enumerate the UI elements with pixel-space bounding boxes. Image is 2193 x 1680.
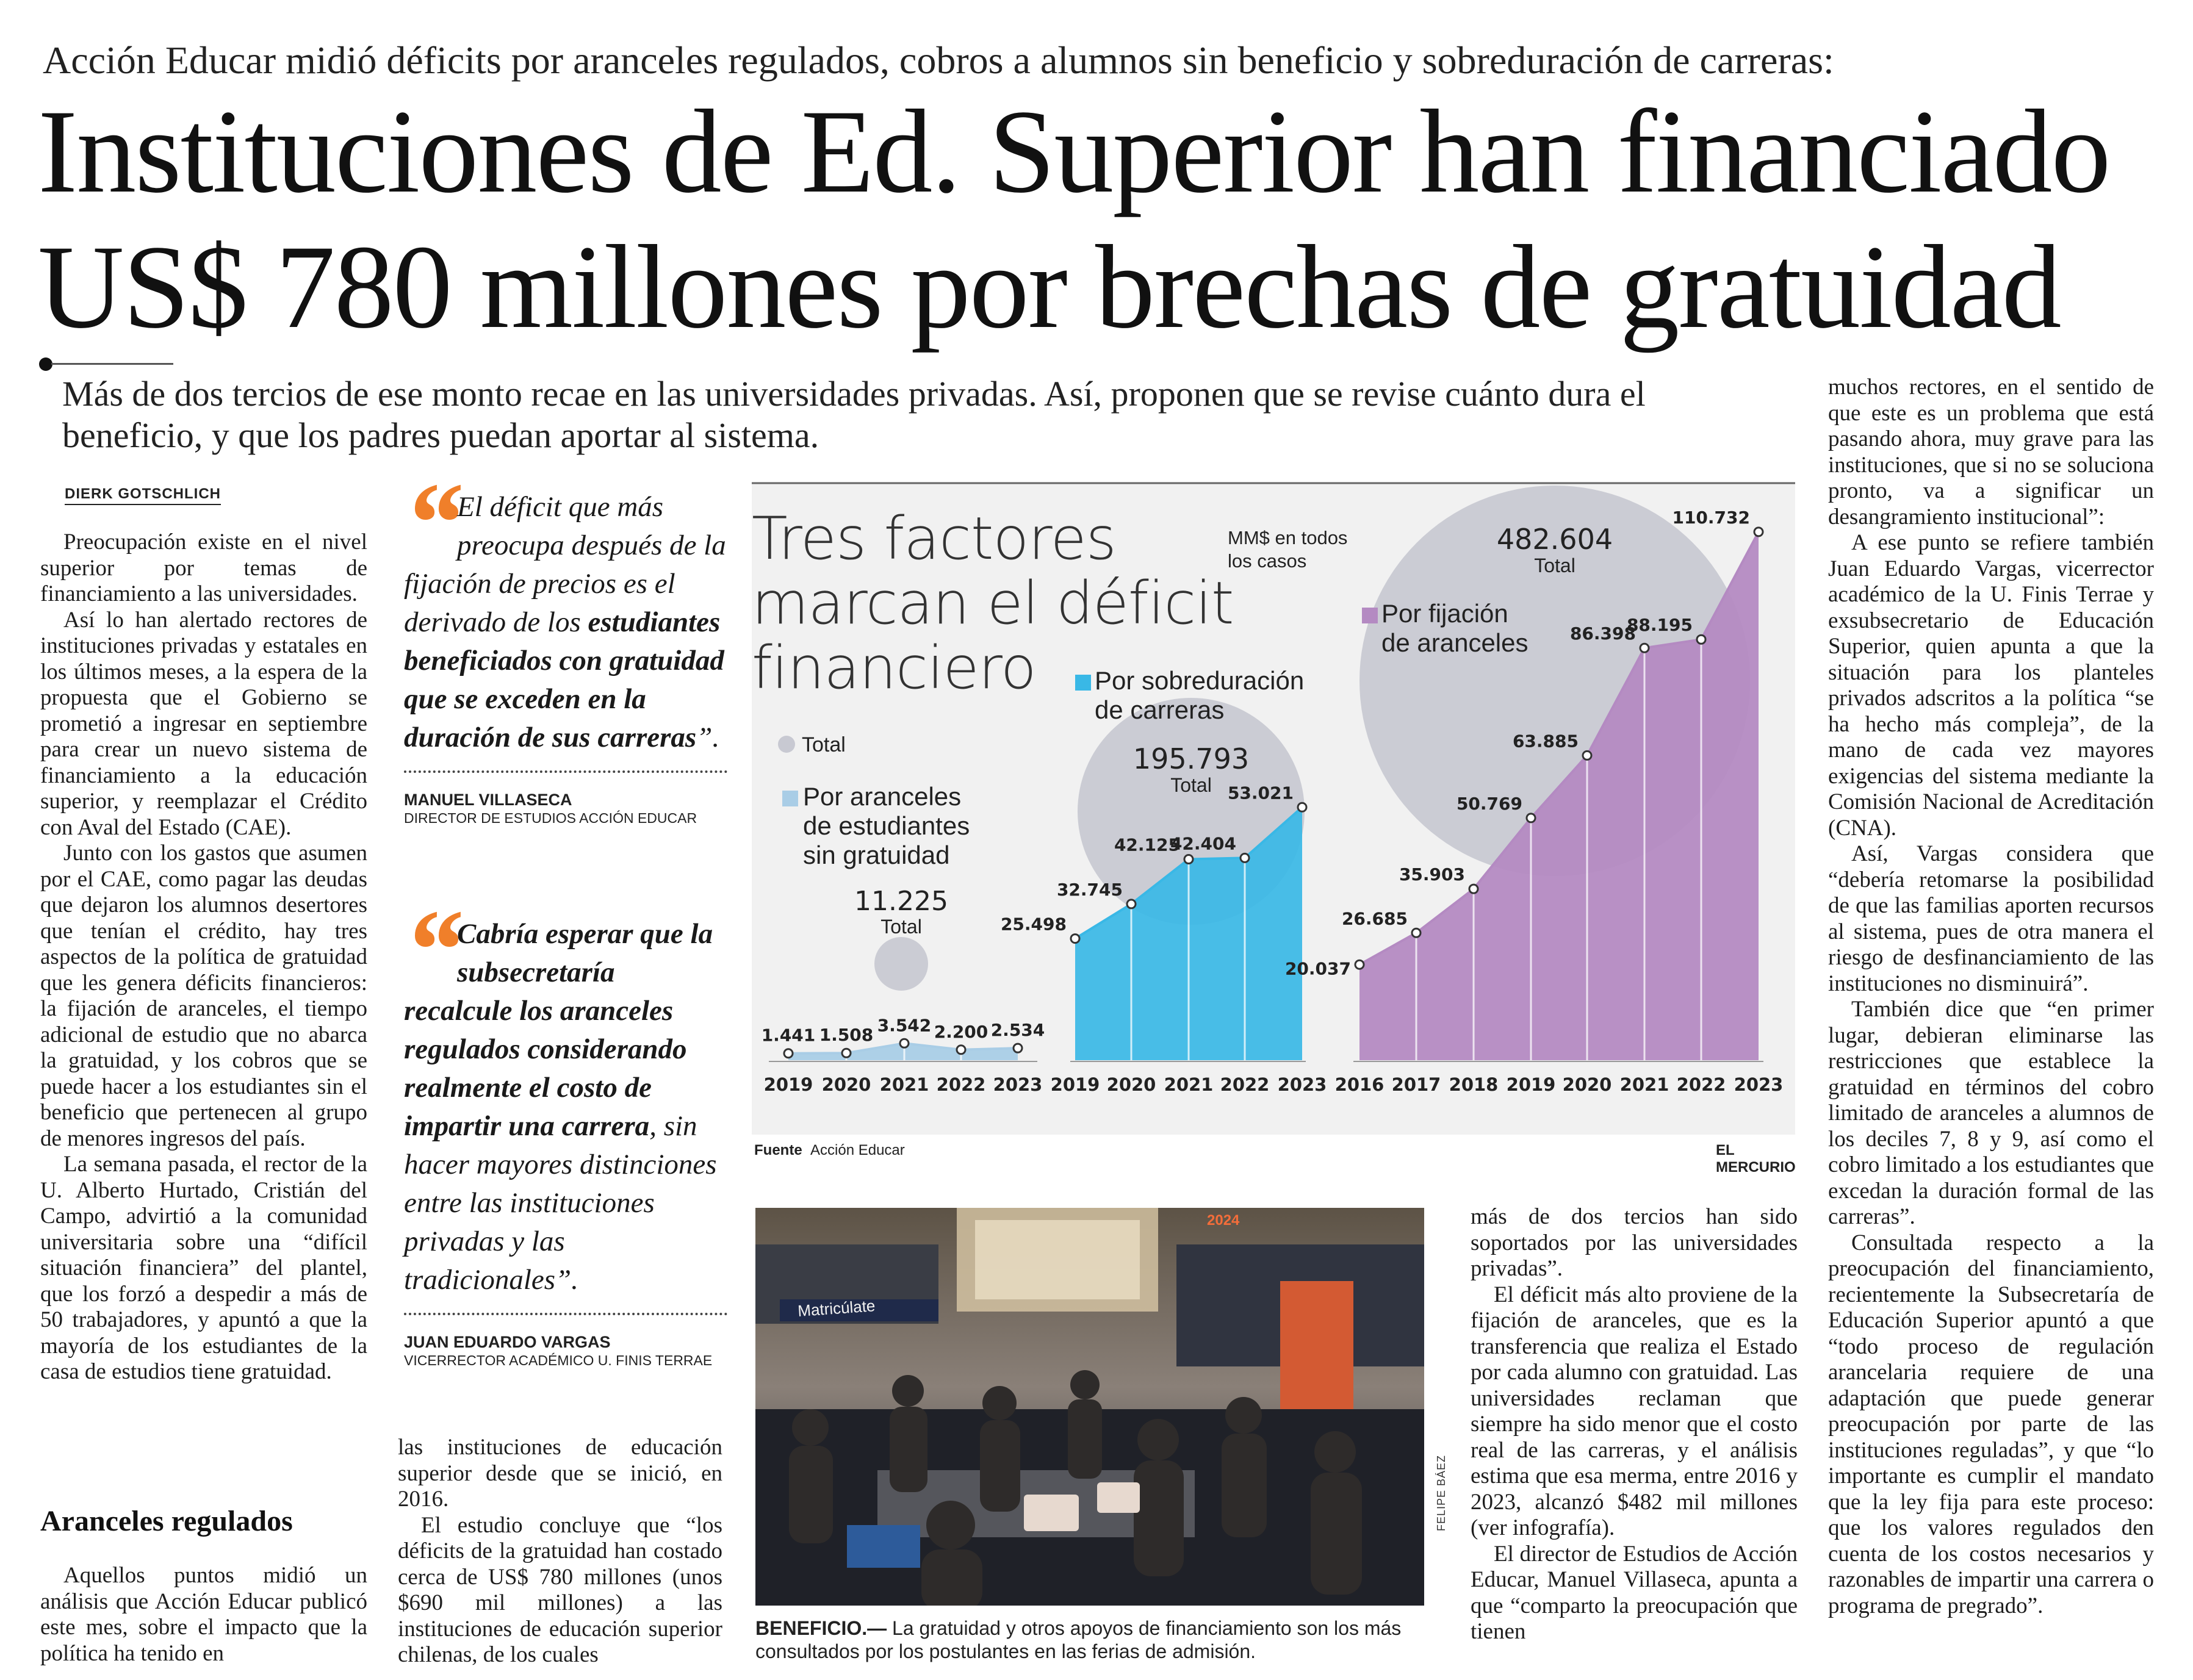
photo-caption: BENEFICIO.— La gratuidad y otros apoyos de financiamiento son los más consultados por los postulantes en las ferias de admisión. — [755, 1617, 1402, 1662]
data-point — [1640, 644, 1649, 652]
quote-text: “ Cabría esperar que la subsecretaría recalcule los aranceles regulados considerando realmente el costo de impartir una carrera, sin hacer mayores distinciones entre las instituciones privadas y las tradicionales”. — [404, 886, 717, 1296]
data-label: 20.037 — [1284, 958, 1351, 979]
x-tick-label: 2019 — [1050, 1074, 1100, 1095]
paragraph: las instituciones de educación superior desde que se inició, en 2016. — [398, 1435, 722, 1512]
data-point — [957, 1046, 965, 1054]
x-tick-label: 2022 — [936, 1074, 986, 1095]
legend-label: de estudiantes — [803, 811, 970, 840]
data-point — [1527, 814, 1535, 822]
photo-credit: FELIPE BÁEZ — [1435, 1454, 1447, 1531]
data-point — [1184, 855, 1193, 864]
paragraph: Junto con los gastos que asumen por el CAE, como pagar las deudas que dejaron los alumnos desertores que tenían el crédito, hay tres aspectos de la política de gratuidad que les genera déficits financieros: la fijación de aranceles, el tiempo adicional de estudio que no abarca la gratuidad, y los cobros que se puede hacer a los estudiantes sin el beneficio que pertenecen al grupo de menores ingresos del país. — [40, 841, 367, 1151]
paragraph: Así lo han alertado rectores de instituciones privadas y estatales en los últimos meses, a la espera de la propuesta que el Gobierno se prometió a ingresar en septiembre para crear un nuevo sistema de financiamiento a la educación superior, y reemplazar el Crédito con Aval del Estado (CAE). — [40, 607, 367, 840]
column-4 — [1471, 1204, 1798, 1645]
total-circle — [874, 937, 928, 991]
section-rule-dot — [39, 357, 52, 371]
quote-divider — [404, 770, 727, 773]
total-label: Total — [880, 916, 922, 938]
x-tick-label: 2021 — [1164, 1074, 1214, 1095]
quote-text: “ El déficit que más preocupa después de la fijación de precios es el derivado de los estudiantes beneficiados con gratuidad que se exceden en la duración de sus carreras”. — [404, 459, 726, 753]
column-1 — [40, 529, 367, 1385]
legend-label: de carreras — [1095, 695, 1225, 724]
paragraph: Así, Vargas considera que “debería retomarse la posibilidad de que las familias aporten recursos al sistema, pues de otra manera el riesgo de desfinanciamiento de las instituciones no disminuirá”. — [1828, 841, 2154, 996]
banner-text: Matricúlate — [797, 1296, 876, 1320]
x-tick-label: 2019 — [1506, 1074, 1556, 1095]
legend-label: sin gratuidad — [803, 841, 950, 869]
data-label: 32.745 — [1056, 879, 1123, 900]
x-tick-label: 2023 — [1277, 1074, 1327, 1095]
paragraph: El déficit más alto proviene de la fijación de aranceles, que es la transferencia que realiza el Estado por cada alumno con gratuidad. Las universidades reclaman que siempre ha sido menor que el costo real de las carreras, y el análisis estima que esa merma, entre 2016 y 2023, alcanzó $482 mil millones (ver infografía). — [1471, 1282, 1798, 1540]
data-label: 1.508 — [819, 1025, 874, 1046]
paragraph: A ese punto se refiere también Juan Eduardo Vargas, vicerrector académico de la U. Finis Terrae y exsubsecretario de Educación Superior, quien apunta a que la situación para los planteles privados adscritos a la política “se ha hecho más compleja”, de la mano de cada vez mayores exigencias del sistema mediante la Comisión Nacional de Acreditación (CNA). — [1828, 530, 2154, 841]
data-point — [842, 1049, 851, 1057]
kicker: Acción Educar midió déficits por aranceles regulados, cobros a alumnos sin beneficio y sobreduración de carreras: — [43, 38, 1834, 82]
data-point — [1754, 528, 1763, 536]
data-label: 3.542 — [877, 1015, 932, 1036]
quote-mark-icon: “ — [404, 886, 451, 1014]
x-tick-label: 2017 — [1391, 1074, 1441, 1095]
data-label: 88.195 — [1626, 615, 1693, 636]
x-tick-label: 2020 — [1106, 1074, 1156, 1095]
data-point — [1697, 635, 1705, 644]
data-point — [1241, 853, 1249, 862]
legend-label: Por aranceles — [803, 782, 962, 811]
legend-label: de aranceles — [1381, 628, 1529, 657]
data-label: 50.769 — [1456, 793, 1522, 814]
quote-mark-icon: “ — [404, 459, 451, 587]
paragraph: El director de Estudios de Acción Educar, Manuel Villaseca, apunta a que “comparto la preocupación que tienen — [1471, 1541, 1798, 1644]
quote-divider — [404, 1313, 727, 1315]
data-point — [1014, 1044, 1022, 1052]
x-tick-label: 2023 — [993, 1074, 1043, 1095]
deck: Más de dos tercios de ese monto recae en las universidades privadas. Así, proponen que se revise cuánto dura el beneficio, y que los padres puedan aportar al sistema. — [62, 374, 1646, 455]
x-tick-label: 2021 — [879, 1074, 929, 1095]
data-label: 2.534 — [990, 1020, 1045, 1041]
paragraph: La semana pasada, el rector de la U. Alberto Hurtado, Cristián del Campo, advirtió a la comunidad universitaria sobre una “difícil situación financiera” del plantel, que los forzó a despedir a más de 50 trabajadores, y apuntó a que la mayoría de los estudiantes de la casa de estudios tiene gratuidad. — [40, 1152, 367, 1384]
data-label: 110.732 — [1672, 507, 1750, 528]
data-label: 2.200 — [934, 1021, 988, 1042]
data-point — [1298, 803, 1306, 811]
x-tick-label: 2021 — [1619, 1074, 1669, 1095]
column-1-continued — [40, 1563, 367, 1667]
quote-role: DIRECTOR DE ESTUDIOS ACCIÓN EDUCAR — [404, 810, 697, 826]
data-label: 35.903 — [1399, 864, 1465, 885]
units-label-2: los casos — [1228, 550, 1307, 572]
total-value: 195.793 — [1133, 742, 1250, 775]
headline — [38, 84, 2149, 355]
byline: DIERK GOTSCHLICH — [65, 486, 221, 505]
data-label: 1.441 — [761, 1025, 816, 1046]
x-tick-label: 2020 — [1562, 1074, 1612, 1095]
legend-total-label: Total — [802, 733, 846, 756]
paragraph: También dice que “en primer lugar, debieran eliminarse las restricciones que establece la gratuidad en términos del cobro limitado de aranceles a alumnos de los deciles 7, 8 y 9, así como el cobro limitado a los estudiantes que excedan la duración formal de las carreras”. — [1828, 997, 2154, 1229]
x-tick-label: 2016 — [1334, 1074, 1385, 1095]
total-value: 11.225 — [854, 886, 948, 917]
year-sign: 2024 — [1207, 1212, 1240, 1229]
data-label: 53.021 — [1227, 783, 1294, 803]
units-label-1: MM$ en todos — [1228, 527, 1348, 548]
pull-quote-1 — [404, 459, 727, 827]
x-tick-label: 2018 — [1449, 1074, 1499, 1095]
admission-fair-photo — [755, 1208, 1424, 1606]
x-tick-label: 2022 — [1676, 1074, 1726, 1095]
pull-quote-2 — [404, 886, 727, 1369]
data-label: 86.398 — [1569, 623, 1636, 644]
paragraph: más de dos tercios han sido soportados por las universidades privadas”. — [1471, 1204, 1798, 1281]
data-label: 42.125 — [1114, 835, 1180, 855]
data-point — [1583, 751, 1591, 759]
column-2-text — [398, 1435, 722, 1668]
data-point — [1355, 960, 1364, 969]
total-label: Total — [1170, 774, 1212, 796]
legend-label: Por sobreduración — [1095, 666, 1305, 695]
paragraph: Consultada respecto a la preocupación del financiamiento, recientemente la Subsecretaría de Educación Superior apuntó a que “todo proceso de regulación arancelaria requiere de una adaptación que puede generar preocupación por parte de las instituciones reguladas”, y que “lo importante es cumplir el mandato que la ley fija para este proceso: que los valores regulados den cuenta de los costos necesarios y razonables de impartir una carrera o programa de pregrado”. — [1828, 1230, 2154, 1618]
paragraph: El estudio concluye que “los déficits de la gratuidad han costado cerca de US$ 780 millones (unos $690 mil millones) a las instituciones de educación superior chilenas, de los cuales — [398, 1512, 722, 1667]
data-label: 25.498 — [1000, 914, 1067, 935]
x-tick-label: 2023 — [1734, 1074, 1784, 1095]
paragraph: Aquellos puntos midió un análisis que Acción Educar publicó este mes, sobre el impacto que la política ha tenido en — [40, 1563, 367, 1666]
x-tick-label: 2019 — [763, 1074, 813, 1095]
data-label: 26.685 — [1341, 908, 1408, 929]
total-label: Total — [1534, 555, 1575, 576]
quote-author: MANUEL VILLASECA — [404, 791, 572, 809]
data-label: 63.885 — [1512, 731, 1579, 752]
x-tick-label: 2022 — [1220, 1074, 1270, 1095]
infographic — [752, 482, 1796, 1176]
data-point — [784, 1049, 793, 1058]
total-value: 482.604 — [1496, 523, 1613, 556]
section-rule — [51, 363, 173, 365]
data-point — [1412, 928, 1421, 937]
quote-author: JUAN EDUARDO VARGAS — [404, 1333, 611, 1351]
legend-swatch — [782, 791, 798, 806]
news-photo — [755, 1208, 1424, 1606]
headline-line-1: Instituciones de Ed. Superior han financiado — [38, 85, 2110, 218]
legend-total-swatch — [778, 736, 795, 753]
subhead: Aranceles regulados — [40, 1505, 293, 1537]
legend-swatch — [1362, 608, 1378, 623]
data-point — [900, 1039, 909, 1047]
paragraph: Preocupación existe en el nivel superior por temas de financiamiento a las universidades. — [40, 529, 367, 606]
quote-role: VICERRECTOR ACADÉMICO U. FINIS TERRAE — [404, 1352, 713, 1368]
legend-label: Por fijación — [1381, 599, 1508, 628]
paragraph: muchos rectores, en el sentido de que este es un problema que está pasando ahora, muy grave para las instituciones, que si no se soluciona pronto, va a significar un desangramiento institucional”: — [1828, 375, 2154, 529]
data-point — [1469, 885, 1478, 893]
x-tick-label: 2020 — [821, 1074, 871, 1095]
data-point — [1071, 935, 1079, 943]
data-point — [1127, 900, 1136, 908]
headline-line-2: US$ 780 millones por brechas de gratuidad — [38, 221, 2061, 353]
column-5 — [1828, 375, 2154, 1619]
chart-title: Tres factores marcan el déficit financiero — [752, 504, 1234, 702]
data-label: 42.404 — [1170, 833, 1236, 854]
chart-source: Fuente Acción Educar — [754, 1142, 905, 1158]
publisher-credit: EL MERCURIO — [1716, 1142, 1796, 1176]
